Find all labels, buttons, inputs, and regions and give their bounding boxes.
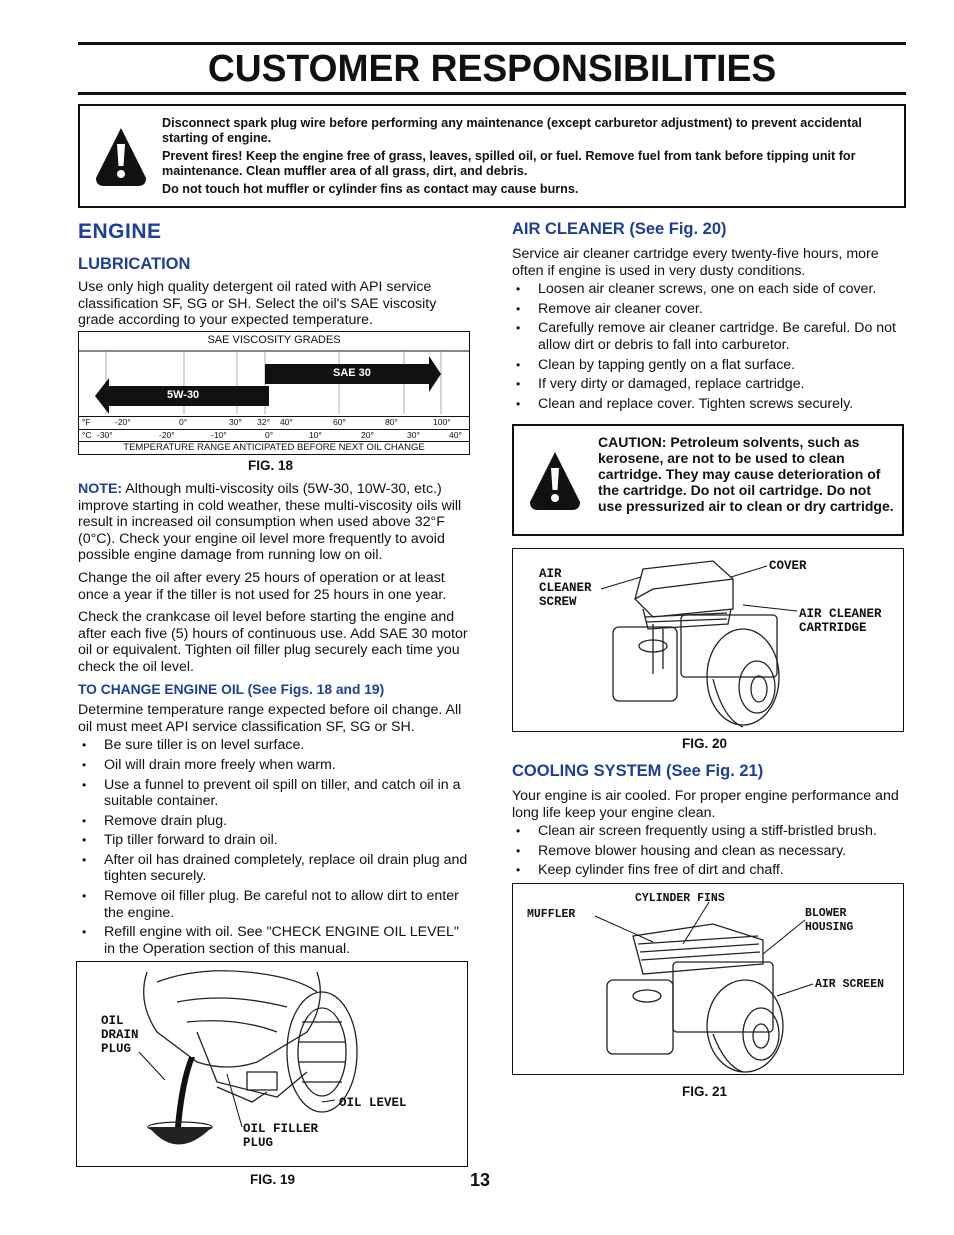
- viscosity-bars: [79, 348, 469, 418]
- cover-label: COVER: [769, 559, 807, 573]
- drain-pan: [149, 1127, 212, 1145]
- air-screen-label: AIR SCREEN: [815, 978, 885, 991]
- oil-stream: [175, 1057, 195, 1127]
- warning-line-fires: Prevent fires! Keep the engine free of grass, leaves, spilled oil, or fuel. Remove fuel from tank before tipping unit for maintenance. Clean muffler area of all grass, dirt, and debris.: [162, 149, 856, 178]
- air-cleaner-steps: [512, 281, 908, 412]
- caution-text: CAUTION: Petroleum solvents, such as kerosene, are not to be used to clean cartridge. They may cause deterioration of the cartridge. Do not oil cartridge. Do not use pressurized air to clean or dry cartridge.: [598, 434, 894, 514]
- safety-warning-box: [78, 104, 906, 208]
- oil-filler-plug-label: OIL FILLER PLUG: [243, 1122, 319, 1150]
- note-label: NOTE:: [78, 481, 123, 497]
- list-item: • Remove blower housing and clean as necessary.: [512, 843, 908, 860]
- list-item: • Loosen air cleaner screws, one on each side of cover.: [512, 281, 908, 298]
- oil-level-label: OIL LEVEL: [339, 1096, 407, 1110]
- 5w30-bar-label: 5W-30: [167, 389, 200, 401]
- change-oil-intro: Determine temperature range expected before oil change. All oil must meet API service classification SF, SG or SH.: [78, 702, 462, 735]
- celsius-row: °C -30° -20° -10° 0° 10° 20° 30° 40°: [82, 430, 462, 440]
- muffler-label: MUFFLER: [527, 908, 576, 921]
- sae30-bar-label: SAE 30: [333, 367, 371, 379]
- change-oil-steps: [78, 737, 472, 957]
- warning-line-hot-muffler: Do not touch hot muffler or cylinder fins as contact may cause burns.: [162, 182, 579, 196]
- oil-change-interval: Change the oil after every 25 hours of operation or at least once a year if the tiller is not used for 25 hours in one year.: [78, 569, 447, 603]
- list-item: • If very dirty or damaged, replace cartridge.: [512, 376, 908, 393]
- cooling-system-heading: COOLING SYSTEM (See Fig. 21): [512, 762, 764, 780]
- oil-level-check: Check the crankcase oil level before starting the engine and after each five (5) hours of continuous use. Add SAE 30 motor oil or equivalent. Tighten oil filler plug securely each time you check the oil level.: [78, 609, 468, 675]
- air-cleaner-heading: AIR CLEANER (See Fig. 20): [512, 220, 727, 238]
- caution-box: [512, 424, 904, 536]
- warning-line-spark-plug: Disconnect spark plug wire before performing any maintenance (except carburetor adjustment) to prevent accidental starting of engine.: [162, 116, 862, 145]
- engine-heading: ENGINE: [78, 220, 162, 243]
- cooling-body: [512, 788, 908, 879]
- page-number: 13: [470, 1170, 491, 1190]
- list-item: • Tip tiller forward to drain oil.: [78, 832, 472, 849]
- cooling-steps: [512, 823, 908, 879]
- cooling-intro: Your engine is air cooled. For proper engine performance and long life keep your engine clean.: [512, 788, 899, 821]
- fig20-caption: FIG. 20: [682, 736, 728, 751]
- lubrication-heading: LUBRICATION: [78, 255, 191, 273]
- warning-triangle-icon: [528, 450, 582, 512]
- fig21-cooling-system-illustration: [512, 883, 904, 1075]
- caution-label: CAUTION:: [598, 434, 667, 450]
- oil-drain-plug-label: OIL DRAIN PLUG: [101, 1014, 139, 1056]
- cylinder-fins-label: CYLINDER FINS: [635, 892, 725, 905]
- list-item: • Clean air screen frequently using a stiff-bristled brush.: [512, 823, 908, 840]
- fig20-air-cleaner-illustration: [512, 548, 904, 732]
- list-item: • Be sure tiller is on level surface.: [78, 737, 472, 754]
- fig18-caption: FIG. 18: [248, 458, 294, 473]
- air-cleaner-intro: Service air cleaner cartridge every twenty-five hours, more often if engine is used in very dusty conditions.: [512, 246, 879, 279]
- fig21-caption: FIG. 21: [682, 1084, 728, 1099]
- fig19-caption: FIG. 19: [250, 1172, 296, 1187]
- list-item: • Use a funnel to prevent oil spill on tiller, and catch oil in a suitable container.: [78, 777, 472, 810]
- blower-housing-label: BLOWER HOUSING: [805, 907, 854, 934]
- air-cleaner-body: [512, 246, 908, 412]
- list-item: • Remove air cleaner cover.: [512, 301, 908, 318]
- list-item: • After oil has drained completely, replace oil drain plug and tighten securely.: [78, 852, 472, 885]
- fig19-oil-drain-illustration: [76, 961, 468, 1167]
- fahrenheit-row: °F -20° 0° 30° 32° 40° 60° 80° 100°: [82, 417, 451, 427]
- viscosity-chart-title: SAE VISCOSITY GRADES: [207, 334, 341, 346]
- page-title: CUSTOMER RESPONSIBILITIES: [207, 48, 777, 90]
- change-oil-heading: TO CHANGE ENGINE OIL (See Figs. 18 and 19): [78, 681, 385, 697]
- viscosity-chart-footer: TEMPERATURE RANGE ANTICIPATED BEFORE NEXT OIL CHANGE: [123, 442, 425, 453]
- lubrication-intro: Use only high quality detergent oil rated with API service classification SF, SG or SH. Select the oil's SAE viscosity grade according to your expected temperature.: [78, 279, 437, 329]
- title-top-rule: [78, 42, 906, 45]
- list-item: • Oil will drain more freely when warm.: [78, 757, 472, 774]
- sae-viscosity-chart: [78, 331, 470, 455]
- list-item: • Clean by tapping gently on a flat surface.: [512, 357, 908, 374]
- list-item: • Keep cylinder fins free of dirt and chaff.: [512, 862, 908, 879]
- list-item: • Refill engine with oil. See "CHECK ENGINE OIL LEVEL" in the Operation section of this manual.: [78, 924, 472, 957]
- list-item: • Remove oil filler plug. Be careful not to allow dirt to enter the engine.: [78, 888, 472, 921]
- list-item: • Clean and replace cover. Tighten screws securely.: [512, 396, 908, 413]
- list-item: • Carefully remove air cleaner cartridge. Be careful. Do not allow dirt or debris to fall into carburetor.: [512, 320, 908, 353]
- warning-triangle-icon: [94, 126, 148, 188]
- title-bottom-rule: [78, 92, 906, 95]
- viscosity-note: NOTE: Although multi-viscosity oils (5W-30, 10W-30, etc.) improve starting in cold weather, these multi-viscosity oils will result in increased oil consumption when used above 32°F (0°C). Check your engine oil level more frequently to avoid possible engine damage from running low on oil.: [78, 481, 462, 564]
- lubrication-body: [78, 481, 472, 957]
- air-cleaner-cartridge-label: AIR CLEANER CARTRIDGE: [799, 607, 882, 635]
- air-cleaner-screw-label: AIR CLEANER SCREW: [539, 567, 592, 609]
- list-item: • Remove drain plug.: [78, 813, 472, 830]
